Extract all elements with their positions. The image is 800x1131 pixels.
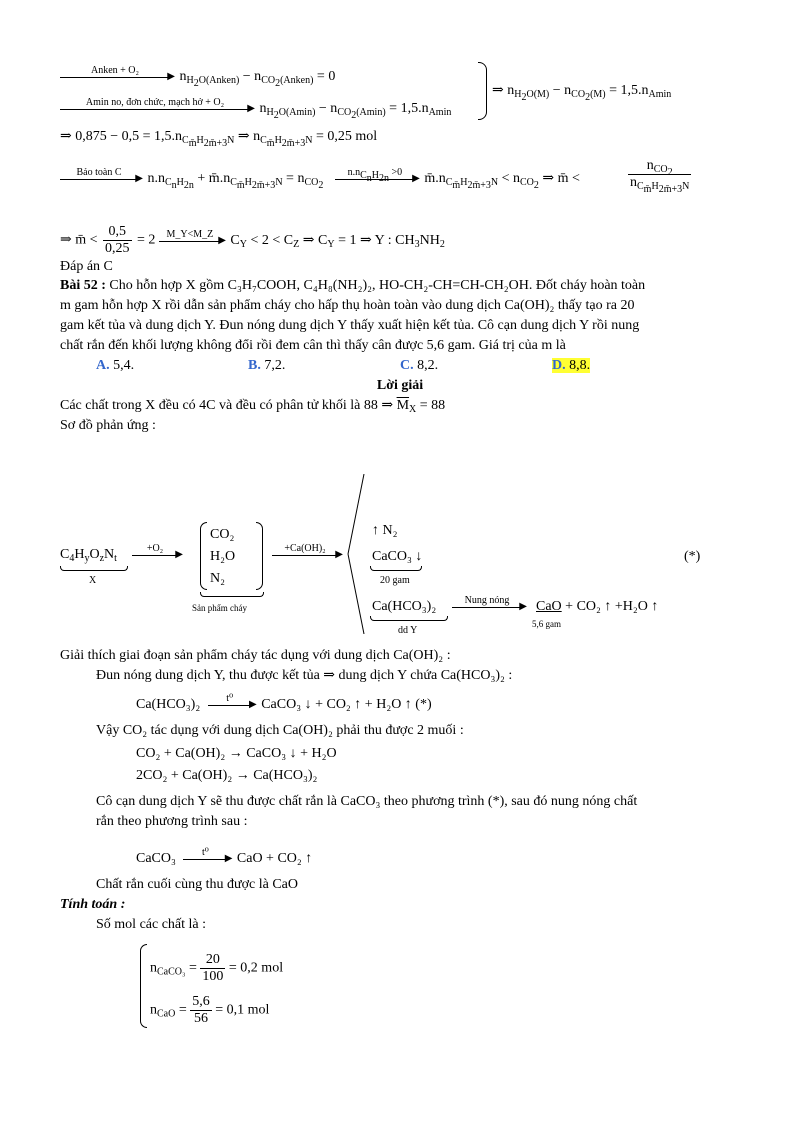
star-mark: (*) <box>684 549 701 564</box>
option-b[interactable]: B. 7,2. <box>248 358 286 373</box>
product-co2: CO₂ <box>210 527 235 542</box>
eq-anken: Anken + O₂ ▶ $n_{H_2O(Anken)} - n_{CO_2(Anken)} = 0$ <box>60 68 335 86</box>
eq-co2-caoh2-1: CO₂ + Ca(OH)₂ → CaCO₃ ↓ + H₂O <box>136 746 337 761</box>
explain-line-10: Chất rắn cuối cùng thu được là CaO <box>96 877 298 892</box>
solution-line-2: Sơ đồ phản ứng : <box>60 418 156 433</box>
arrow-anken-label: Anken + O₂ <box>90 65 139 77</box>
branch-lines <box>344 474 374 634</box>
frac-nco2-namin: $n_{CO_2}$ $n_{C_{m̄}H_{2m̄+3}N}$ <box>630 158 690 195</box>
answer-line: Đáp án C <box>60 259 113 274</box>
solution-heading: Lời giải <box>376 378 424 393</box>
products-label: Sản phẩm cháy <box>192 603 247 613</box>
problem-line-3: gam kết tủa và dung dịch Y. Đun nóng dung dịch Y thấy xuất hiện kết tủa. Cô cạn dung dịch Y rồi nung <box>60 318 640 333</box>
solution-line-1: Các chất trong X đều có 4C và đều có phân tử khối là 88 ⇒ $\overline{M}_X = 88$ <box>60 398 446 415</box>
calc-n-cao: $n_{CaO}$ = $\frac{5,6}{56}$ = 0,1 mol <box>150 994 270 1026</box>
option-a[interactable]: A. 5,4. <box>96 358 135 373</box>
products-brace-right <box>256 522 263 590</box>
eq-co2-caoh2-2: 2CO₂ + Ca(OH)₂ → Ca(HCO₃)₂ <box>136 768 318 783</box>
problem-line-1: Bài 52 : Cho hỗn hợp X gồm C₃H₇COOH, C₄H₈(NH₂)₂, HO-CH₂-CH=CH-CH₂OH. Đốt cháy hoàn toàn <box>60 278 646 293</box>
product-h2o: H₂O <box>210 549 236 564</box>
eq-result-M: ⇒ $n_{H_2O(M)} - n_{CO_2(M)} = 1,5.n_{Amin}$ <box>492 83 672 103</box>
gas-n2: ↑ N₂ <box>372 523 398 538</box>
tinh-toan-heading: Tính toán : <box>60 897 126 912</box>
cahco3-label: dd Y <box>398 625 418 636</box>
reactant-label: X <box>89 575 97 586</box>
option-d[interactable]: D. 8,8. <box>552 358 591 373</box>
caco3-underbrace <box>370 566 422 571</box>
precipitate-caco3: CaCO₃ ↓ <box>372 549 423 564</box>
problem-line-4: chất rắn đến khối lượng không đổi rồi đem cân thì thấy cân được 5,6 gam. Giá trị của m là <box>60 338 566 353</box>
bao-toan-label: Bảo toàn C <box>76 167 122 179</box>
arrow-amin: Amin no, đơn chức, mạch hở + O₂ ▶ <box>60 107 250 110</box>
reactant-formula: $C_4H_yO_zN_t$ <box>60 547 117 564</box>
eq-decomp-cahco3: Ca(HCO₃)₂ t⁰ ▶ CaCO₃ ↓ + CO₂ ↑ + H₂O ↑ (*) <box>136 693 432 712</box>
product-n2: N₂ <box>210 571 225 586</box>
eq-amin: Amin no, đơn chức, mạch hở + O₂ ▶ $n_{H_2O(Amin)} - n_{CO_2(Amin)} = 1,5.n_{Amin}$ <box>60 100 451 118</box>
cahco3-underbrace <box>370 616 448 621</box>
arrow-amin-label: Amin no, đơn chức, mạch hở + O₂ <box>85 97 225 109</box>
problem-title: Bài 52 : <box>60 278 106 293</box>
arrow-o2: +O₂ ▶ <box>132 546 178 564</box>
arrow-nung: Nung nóng ▶ <box>452 598 522 616</box>
products-brace-left <box>200 522 207 590</box>
cao-label: 5,6 gam <box>532 619 561 629</box>
arrow-my-mz: M_Y<M_Z ▶ <box>159 239 221 242</box>
eq-m-result: ⇒ m̄ < $\frac{0,5}{0,25}$ = 2 M_Y<M_Z ▶ $C_Y < 2 < C_Z$ ⇒ $C_Y = 1$ ⇒ Y : $CH_3NH_2$ <box>60 224 445 256</box>
so-mol-line: Số mol các chất là : <box>96 917 207 932</box>
eq-line3: ⇒ $0,875 - 0,5 = 1,5.n_{C_{m̄}H_{2m̄+3}N}$ ⇒ $n_{C_{m̄}H_{2m̄+3}N} = 0,25$ mol <box>60 129 378 149</box>
reactant-underbrace <box>60 566 128 571</box>
calc-brace <box>140 944 147 1028</box>
arrow-bao-toan: Bảo toàn C ▶ <box>60 177 138 180</box>
explain-line-1: Giải thích giai đoạn sản phẩm cháy tác dụng với dung dịch Ca(OH)₂ : <box>60 648 451 663</box>
arrow-n-positive: $n.n_{C_nH_{2n}} >0$ ▶ <box>335 177 415 180</box>
eq-decomp-caco3: CaCO₃ t⁰ ▶ CaO + CO₂ ↑ <box>136 847 313 866</box>
caco3-label: 20 gam <box>380 575 410 586</box>
arrow-caoh2: +Ca(OH)₂ ▶ <box>272 546 338 564</box>
solution-cahco3: Ca(HCO₃)₂ <box>372 599 437 614</box>
eq-bao-toan-c: Bảo toàn C ▶ $n.n_{C_nH_{2n}}$ + $m̄.n_{C_{m̄}H_{2m̄+3}N} = n_{CO_2}$ $n.n_{C_nH_{2n}} >0$ ▶ $m̄.n_{C_{m̄}H_{2m̄+3}N} < n_{CO_2}$ ⇒ m̄ < <box>60 170 580 188</box>
products-underbrace <box>200 592 264 597</box>
explain-line-8: rắn theo phương trình sau : <box>96 814 248 829</box>
explain-line-7: Cô cạn dung dịch Y sẽ thu được chất rắn là CaCO₃ theo phương trình (*), sau đó nung nóng chất <box>96 794 638 809</box>
explain-line-2: Đun nóng dung dịch Y, thu được kết tủa ⇒ dung dịch Y chứa Ca(HCO₃)₂ : <box>96 668 513 683</box>
option-c[interactable]: C. 8,2. <box>400 358 439 373</box>
arrow-anken: Anken + O₂ ▶ <box>60 75 170 78</box>
problem-line-2: m gam hỗn hợp X rồi dẫn sản phẩm cháy cho hấp thụ hoàn toàn vào dung dịch Ca(OH)₂ thấy tạo ra 20 <box>60 298 635 313</box>
explain-line-4: Vậy CO₂ tác dụng với dung dịch Ca(OH)₂ phải thu được 2 muối : <box>96 723 464 738</box>
cao-product: CaO + CO₂ ↑ +H₂O ↑ <box>536 599 659 614</box>
right-brace <box>478 62 487 120</box>
calc-n-caco3: $n_{CaCO_3}$ = $\frac{20}{100}$ = 0,2 mol <box>150 952 284 984</box>
